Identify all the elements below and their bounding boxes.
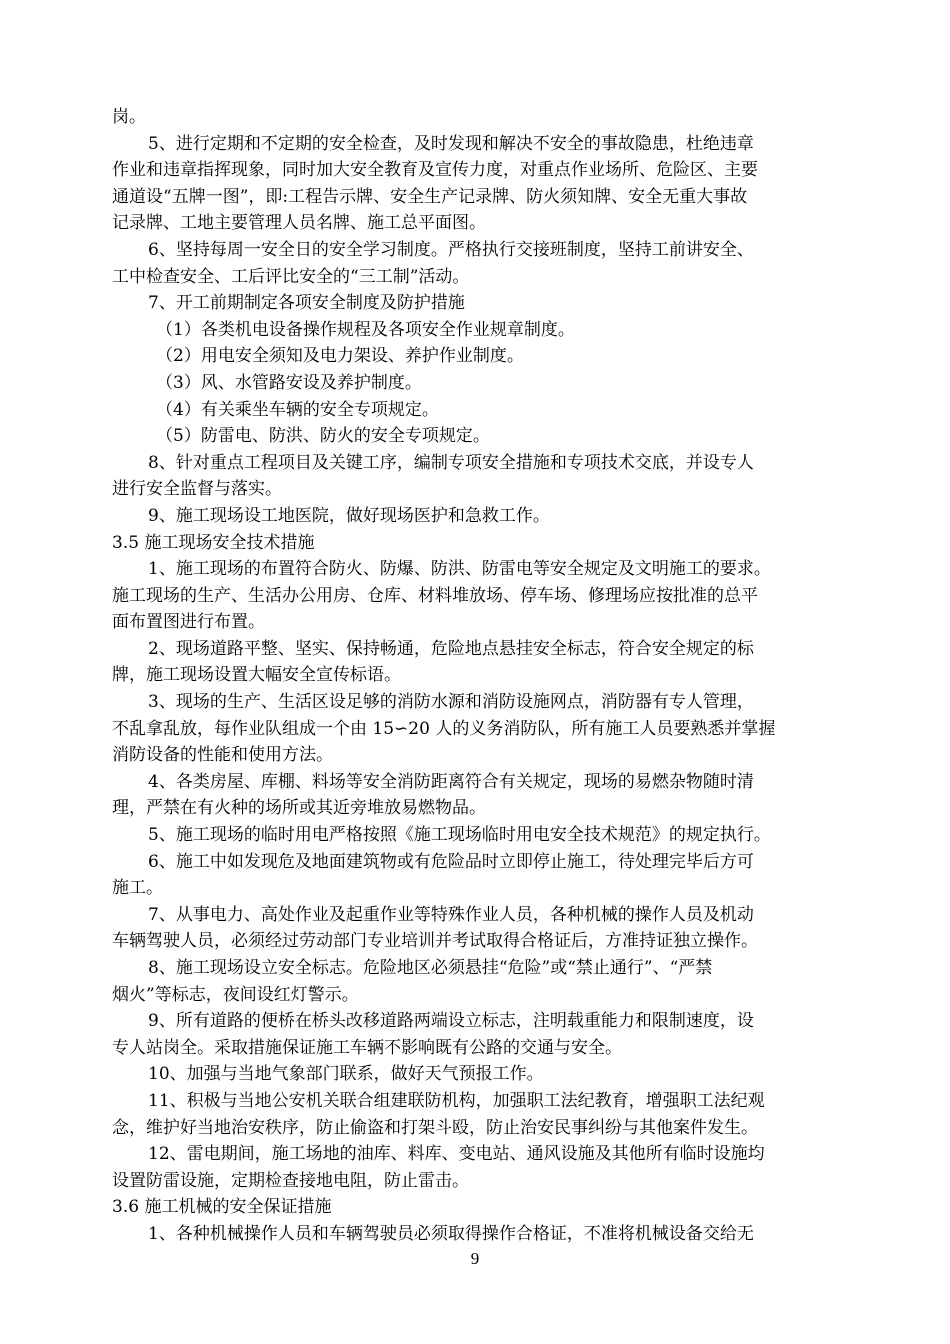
paragraph-start: 12、雷电期间，施工场地的油库、料库、变电站、通风设施及其他所有临时设施均 — [148, 1144, 765, 1165]
paragraph-start: 4、各类房屋、库棚、料场等安全消防距离符合有关规定，现场的易燃杂物随时清 — [148, 771, 754, 792]
text-line: 施工。 — [112, 878, 163, 899]
text-line: 烟火”等标志，夜间设红灯警示。 — [112, 984, 359, 1005]
text-line: 不乱拿乱放，每作业队组成一个由 15∽20 人的义务消防队，所有施工人员要熟悉并掌握 — [112, 718, 776, 739]
text-line: 岗。 — [112, 107, 146, 127]
paragraph-start: 8、施工现场设立安全标志。危险地区必须悬挂“危险”或“禁止通行”、“严禁 — [148, 958, 713, 978]
paragraph-start: 3、现场的生产、生活区设足够的消防水源和消防设施网点，消防器有专人管理， — [148, 692, 754, 713]
page-number: 9 — [470, 1249, 480, 1268]
document-body — [112, 104, 842, 1248]
text-line: 面布置图进行布置。 — [112, 612, 265, 633]
paragraph-start: 5、施工现场的临时用电严格按照《施工现场临时用电安全技术规范》的规定执行。 — [148, 825, 771, 846]
text-line: 理，严禁在有火种的场所或其近旁堆放易燃物品。 — [112, 798, 486, 819]
list-item: （5）防雷电、防洪、防火的安全专项规定。 — [156, 426, 490, 447]
text-line: 进行安全监督与落实。 — [112, 479, 282, 500]
list-item: （3）风、水管路安设及养护制度。 — [156, 372, 422, 393]
paragraph-start: 9、施工现场设工地医院，做好现场医护和急救工作。 — [148, 505, 550, 526]
text-line: 车辆驾驶人员，必须经过劳动部门专业培训并考试取得合格证后，方准持证独立操作。 — [112, 931, 758, 952]
text-line: 念，维护好当地治安秩序，防止偷盗和打架斗殴，防止治安民事纠纷与其他案件发生。 — [112, 1117, 758, 1138]
text-line: 施工现场的生产、生活办公用房、仓库、材料堆放场、停车场、修理场应按批准的总平 — [112, 585, 758, 606]
list-item: （1）各类机电设备操作规程及各项安全作业规章制度。 — [156, 319, 575, 340]
text-line: 消防设备的性能和使用方法。 — [112, 745, 333, 766]
paragraph-start: 6、施工中如发现危及地面建筑物或有危险品时立即停止施工，待处理完毕后方可 — [148, 851, 754, 872]
paragraph-start: 10、加强与当地气象部门联系，做好天气预报工作。 — [148, 1064, 544, 1085]
paragraph-start: 11、积极与当地公安机关联合组建联防机构，加强职工法纪教育，增强职工法纪观 — [148, 1090, 765, 1111]
section-heading: 3.5 施工现场安全技术措施 — [112, 532, 315, 553]
paragraph-start: 1、施工现场的布置符合防火、防爆、防洪、防雷电等安全规定及文明施工的要求。 — [148, 559, 771, 580]
list-item: （2）用电安全须知及电力架设、养护作业制度。 — [156, 346, 524, 367]
paragraph-start: 6、坚持每周一安全日的安全学习制度。严格执行交接班制度，坚持工前讲安全、 — [148, 239, 754, 260]
paragraph-start: 7、从事电力、高处作业及起重作业等特殊作业人员，各种机械的操作人员及机动 — [148, 904, 754, 925]
paragraph-start: 9、所有道路的便桥在桥头改移道路两端设立标志，注明载重能力和限制速度，设 — [148, 1011, 754, 1032]
paragraph-start: 8、针对重点工程项目及关键工序，编制专项安全措施和专项技术交底，并设专人 — [148, 452, 754, 473]
text-line: 设置防雷设施，定期检查接地电阻，防止雷击。 — [112, 1170, 469, 1191]
text-line: 通道设“五牌一图”，即:工程告示牌、安全生产记录牌、防火须知牌、安全无重大事故 — [112, 186, 748, 207]
list-item: （4）有关乘坐车辆的安全专项规定。 — [156, 399, 439, 420]
section-heading: 3.6 施工机械的安全保证措施 — [112, 1197, 332, 1218]
paragraph-start: 1、各种机械操作人员和车辆驾驶员必须取得操作合格证，不准将机械设备交给无 — [148, 1223, 754, 1244]
paragraph-start: 7、开工前期制定各项安全制度及防护措施 — [148, 293, 465, 314]
text-line: 记录牌、工地主要管理人员名牌、施工总平面图。 — [112, 213, 486, 234]
paragraph-start: 5、进行定期和不定期的安全检查，及时发现和解决不安全的事故隐患，杜绝违章 — [148, 133, 754, 154]
text-line: 工中检查安全、工后评比安全的“三工制”活动。 — [112, 266, 470, 287]
paragraph-start: 2、现场道路平整、坚实、保持畅通，危险地点悬挂安全标志，符合安全规定的标 — [148, 638, 754, 659]
text-line: 作业和违章指挥现象，同时加大安全教育及宣传力度，对重点作业场所、危险区、主要 — [112, 160, 758, 181]
text-line: 牌，施工现场设置大幅安全宣传标语。 — [112, 665, 401, 686]
text-line: 专人站岗全。采取措施保证施工车辆不影响既有公路的交通与安全。 — [112, 1037, 622, 1058]
